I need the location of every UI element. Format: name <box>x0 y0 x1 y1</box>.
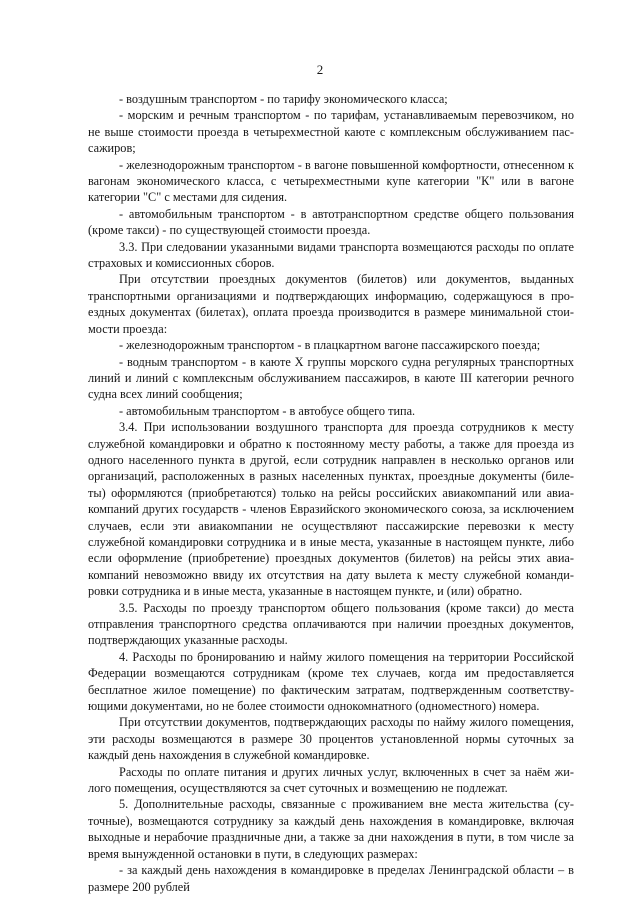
paragraph-min-rail: - железнодорожным транспортом - в плацкартном вагоне пассажирского поезда; <box>119 338 541 353</box>
page-number: 2 <box>316 62 324 77</box>
paragraph-min-water: - водным транспортом - в каюте X группы морского судна регулярных транспортных линий и линий с комплексным обслуживанием пассажиров, в каюте III категории речного судна всех линий сообщения; <box>88 354 574 402</box>
paragraph-5: 5. Дополнительные расходы, связанные с проживанием вне места жительства (суточные), возмещаются сотруднику за каждый день нахождения в командировке, включая выходные и нерабочие праздничные дни, а также за дни нахождения в пути, в том числе за время вынужденной остановки в пути, в следующих размерах: <box>88 797 574 861</box>
paragraph-air-transport: - воздушным транспортом - по тарифу экономического класса; <box>119 92 448 106</box>
paragraph-sea-river-transport: - морским и речным транспортом - по тарифам, устанавливаемым перевозчиком, но не выше стоимости проезда в четырехместной каюте с комплексным обслуживанием пассажиров; <box>88 108 574 156</box>
paragraph-road-transport: - автомобильным транспортом - в автотранспортном средстве общего пользования (кроме такси) - по существующей стоимости проезда. <box>88 206 574 238</box>
paragraph-3-4: 3.4. При использовании воздушного транспорта для проезда сотрудников к месту служебной командировки и обратно к постоянному месту работы, а также для проезда из одного населенного пункта в другой, если сотрудник направлен в несколько органов или организаций, расположенных в разных населенных пунктах, проездные документы (билеты) оформляются (приобретаются) только на рейсы российских авиакомпаний или авиакомпаний других государств - членов Евразийского экономического союза, за исключением случаев, если эти авиакомпании не осуществляют пассажирские перевозки к месту служебной командировки сотрудника и в иные места, указанные в настоящем пункте, либо если оформление (приобретение) проездных документов (билетов) на рейсы этих авиакомпаний невозможно ввиду их отсутствия на дату вылета к месту служебной командировки сотрудника и в иные места, указанные в настоящем пункте, и (или) обратно. <box>88 420 574 599</box>
paragraph-3-5: 3.5. Расходы по проезду транспортом общего пользования (кроме такси) до места отправления транспортного средства оплачиваются при наличии проездных документов, подтверждающих указанные расходы. <box>88 600 574 648</box>
paragraph-leningrad-region: - за каждый день нахождения в командировке в пределах Ленинградской области – в размере 200 рублей <box>88 863 574 894</box>
paragraph-rail-transport: - железнодорожным транспортом - в вагоне повышенной комфортности, отнесенном к вагонам экономического класса, с четырехместными купе категории "К" или в вагоне категории "С" с местами для сидения. <box>88 157 574 205</box>
document-body <box>88 91 574 895</box>
paragraph-meals: Расходы по оплате питания и других личных услуг, включенных в счет за наём жилого помещения, осуществляются за счет суточных и возмещению не подлежат. <box>88 764 574 796</box>
paragraph-no-housing-docs: При отсутствии документов, подтверждающих расходы по найму жилого помещения, эти расходы возмещаются в размере 30 процентов установленной нормы суточных за каждый день нахождения в служебной командировке. <box>88 715 574 763</box>
paragraph-no-tickets: При отсутствии проездных документов (билетов) или документов, выданных транспортными организациями и подтверждающих информацию, содержащуюся в проездных документах (билетах), оплата проезда производится в размере минимальной стоимости проезда: <box>88 272 574 336</box>
paragraph-min-road: - автомобильным транспортом - в автобусе общего типа. <box>119 403 416 418</box>
paragraph-3-3: 3.3. При следовании указанными видами транспорта возмещаются расходы по оплате страховых и комиссионных сборов. <box>88 239 574 271</box>
paragraph-4: 4. Расходы по бронированию и найму жилого помещения на территории Российской Федерации возмещаются сотрудникам (кроме тех случаев, когда им предоставляется бесплатное жилое помещение) по фактическим затратам, подтвержденным соответствующими документами, но не более стоимости однокомнатного (одноместного) номера. <box>88 649 574 714</box>
